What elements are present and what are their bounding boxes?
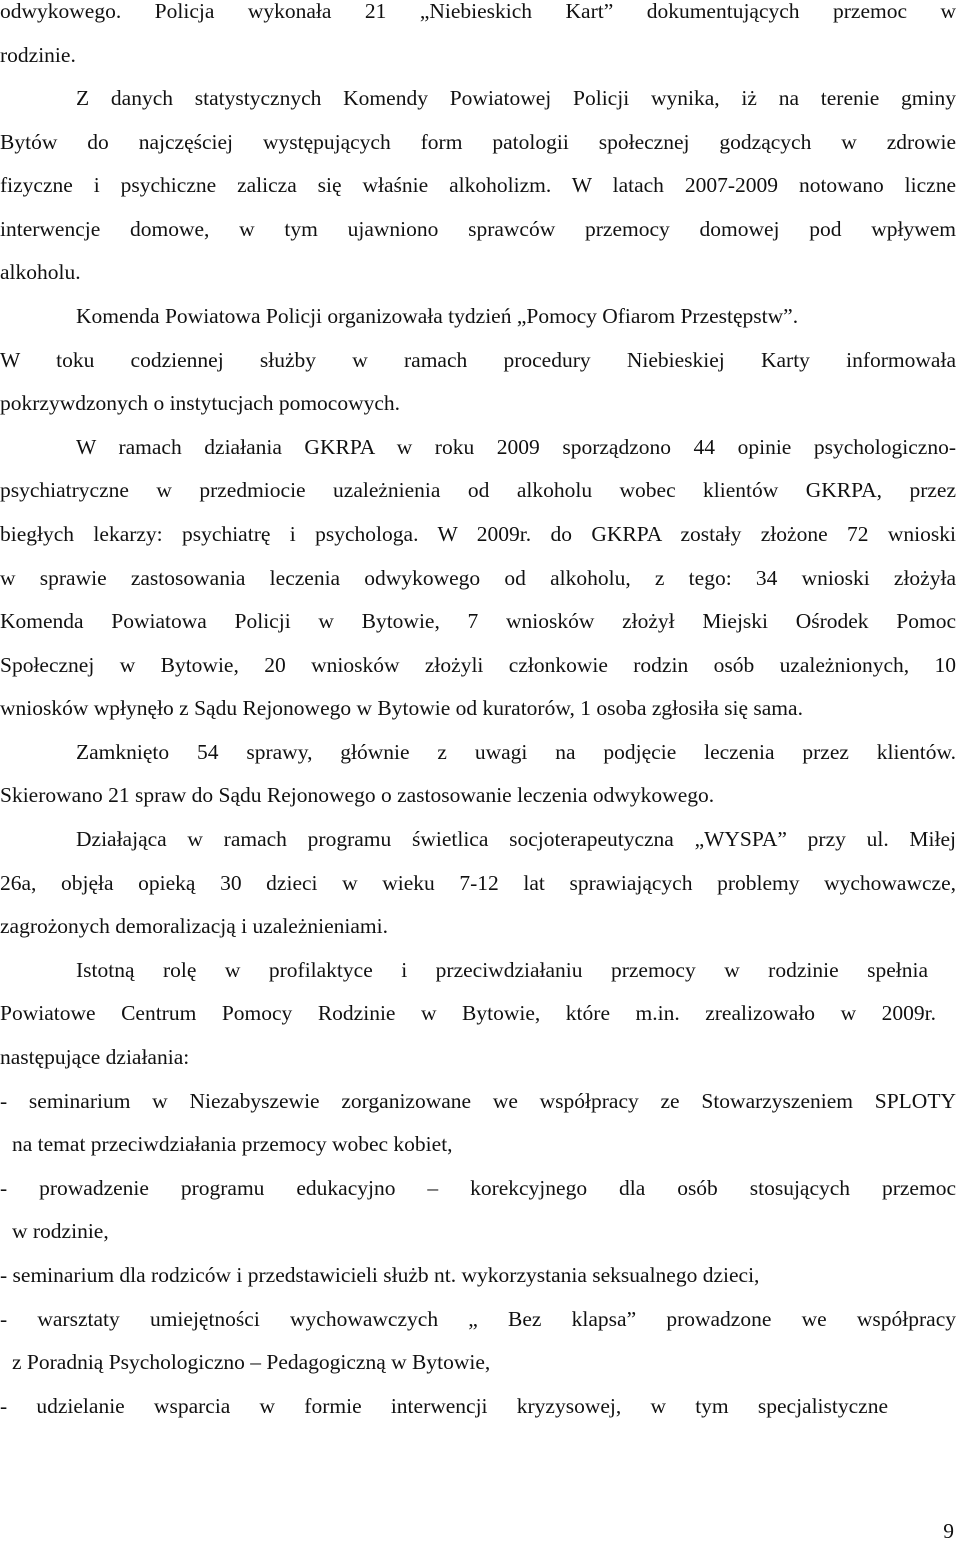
text-line: W toku codziennej służby w ramach procedury Niebieskiej Karty informowała xyxy=(0,348,956,372)
list-item: - seminarium w Niezabyszewie zorganizowane we współpracy ze Stowarzyszeniem SPLOTY xyxy=(0,1089,956,1113)
list-item: - udzielanie wsparcia w formie interwencji kryzysowej, w tym specjalistyczne xyxy=(0,1394,888,1418)
text-line: biegłych lekarzy: psychiatrę i psychologa. W 2009r. do GKRPA zostały złożone 72 wnioski xyxy=(0,522,956,546)
text-line: odwykowego. Policja wykonała 21 „Niebieskich Kart” dokumentujących przemoc w xyxy=(0,0,956,23)
text-line: Skierowano 21 spraw do Sądu Rejonowego o zastosowanie leczenia odwykowego. xyxy=(0,783,715,807)
text-line: Komenda Powiatowa Policji w Bytowie, 7 wniosków złożył Miejski Ośrodek Pomoc xyxy=(0,609,956,633)
text-line: Z danych statystycznych Komendy Powiatowej Policji wynika, iż na terenie gminy xyxy=(76,86,956,110)
list-item-continuation: z Poradnią Psychologiczno – Pedagogiczną w Bytowie, xyxy=(12,1350,491,1374)
text-line: pokrzywdzonych o instytucjach pomocowych. xyxy=(0,391,401,415)
text-line: interwencje domowe, w tym ujawniono sprawców przemocy domowej pod wpływem xyxy=(0,217,956,241)
text-line: rodzinie. xyxy=(0,43,76,67)
text-line: Społecznej w Bytowie, 20 wniosków złożyli członkowie rodzin osób uzależnionych, 10 xyxy=(0,653,956,677)
text-line: Działająca w ramach programu świetlica socjoterapeutyczna „WYSPA” przy ul. Miłej xyxy=(76,827,956,851)
text-line: Komenda Powiatowa Policji organizowała tydzień „Pomocy Ofiarom Przestępstw”. xyxy=(76,304,799,328)
list-item: - seminarium dla rodziców i przedstawicieli służb nt. wykorzystania seksualnego dzieci, xyxy=(0,1263,760,1287)
text-line: Istotną rolę w profilaktyce i przeciwdziałaniu przemocy w rodzinie spełnia xyxy=(76,958,928,982)
list-item-continuation: na temat przeciwdziałania przemocy wobec kobiet, xyxy=(12,1132,453,1156)
text-line: W ramach działania GKRPA w roku 2009 sporządzono 44 opinie psychologiczno- xyxy=(76,435,956,459)
text-line: Bytów do najczęściej występujących form patologii społecznej godzących w zdrowie xyxy=(0,130,956,154)
list-item-continuation: w rodzinie, xyxy=(12,1219,109,1243)
text-line: fizyczne i psychiczne zalicza się właśnie alkoholizm. W latach 2007-2009 notowano liczne xyxy=(0,173,956,197)
text-line: zagrożonych demoralizacją i uzależnieniami. xyxy=(0,914,388,938)
page-number: 9 xyxy=(943,1519,954,1543)
text-line: psychiatryczne w przedmiocie uzależnienia od alkoholu wobec klientów GKRPA, przez xyxy=(0,478,956,502)
list-item: - warsztaty umiejętności wychowawczych „ Bez klapsa” prowadzone we współpracy xyxy=(0,1307,956,1331)
text-line: Powiatowe Centrum Pomocy Rodzinie w Bytowie, które m.in. zrealizowało w 2009r. xyxy=(0,1001,936,1025)
text-line: alkoholu. xyxy=(0,260,81,284)
text-line: Zamknięto 54 sprawy, głównie z uwagi na podjęcie leczenia przez klientów. xyxy=(76,740,956,764)
text-line: następujące działania: xyxy=(0,1045,190,1069)
text-line: 26a, objęła opieką 30 dzieci w wieku 7-12 lat sprawiających problemy wychowawcze, xyxy=(0,871,956,895)
list-item: - prowadzenie programu edukacyjno – korekcyjnego dla osób stosujących przemoc xyxy=(0,1176,956,1200)
text-line: wniosków wpłynęło z Sądu Rejonowego w Bytowie od kuratorów, 1 osoba zgłosiła się sama. xyxy=(0,696,803,720)
text-line: w sprawie zastosowania leczenia odwykowego od alkoholu, z tego: 34 wnioski złożyła xyxy=(0,566,956,590)
